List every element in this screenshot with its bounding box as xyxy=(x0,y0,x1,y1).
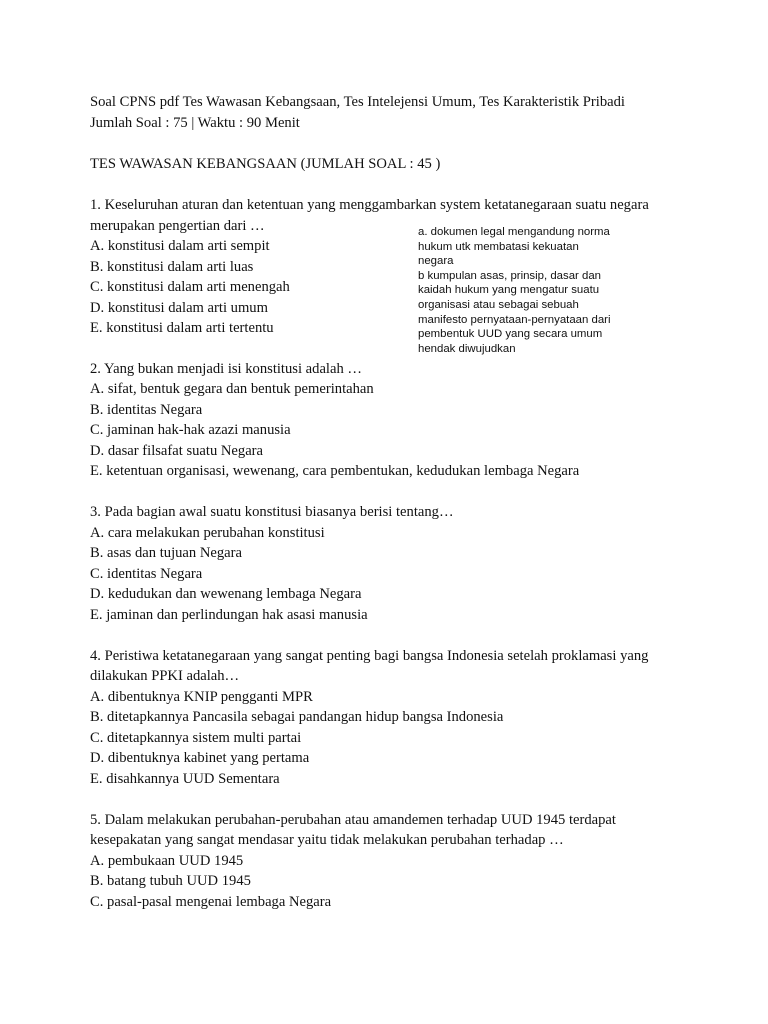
question-1-option-a: A. konstitusi dalam arti sempit xyxy=(90,238,270,254)
side-note-line: a. dokumen legal mengandung norma xyxy=(418,226,610,238)
side-note-line: pembentuk UUD yang secara umum xyxy=(418,328,603,341)
question-4-option-c: C. ditetapkannya sistem multi partai xyxy=(90,730,302,746)
question-4-option-d: D. dibentuknya kabinet yang pertama xyxy=(90,750,310,766)
question-1-text-line-1: 1. Keseluruhan aturan dan ketentuan yang menggambarkan system ketatanegaraan suatu negara xyxy=(90,197,649,213)
question-2-text: 2. Yang bukan menjadi isi konstitusi adalah … xyxy=(90,361,362,377)
question-1-text-line-2: merupakan pengertian dari … xyxy=(90,218,265,234)
side-note-line: manifesto pernyataan-pernyataan dari xyxy=(418,313,611,326)
side-note-line: organisasi atau sebagai sebuah xyxy=(418,298,579,311)
question-2-option-b: B. identitas Negara xyxy=(90,402,203,418)
question-3-option-c: C. identitas Negara xyxy=(90,566,203,582)
side-note-line: b kumpulan asas, prinsip, dasar dan xyxy=(418,269,601,282)
question-3-option-b: B. asas dan tujuan Negara xyxy=(90,545,242,561)
question-3-option-d: D. kedudukan dan wewenang lembaga Negara xyxy=(90,586,362,602)
doc-header-line-2: Jumlah Soal : 75 | Waktu : 90 Menit xyxy=(90,115,300,131)
question-3-option-e: E. jaminan dan perlindungan hak asasi manusia xyxy=(90,607,368,623)
question-1-option-c: C. konstitusi dalam arti menengah xyxy=(90,279,290,295)
side-note-line: hukum utk membatasi kekuatan xyxy=(418,240,579,253)
question-4-text-line-2: dilakukan PPKI adalah… xyxy=(90,668,240,684)
section-title: TES WAWASAN KEBANGSAAN (JUMLAH SOAL : 45 ) xyxy=(90,156,441,172)
question-3-text: 3. Pada bagian awal suatu konstitusi biasanya berisi tentang… xyxy=(90,504,454,520)
question-2-option-a: A. sifat, bentuk gegara dan bentuk pemerintahan xyxy=(90,381,374,397)
side-note xyxy=(418,225,648,356)
side-note-line: negara xyxy=(418,255,454,268)
side-note-line: hendak diwujudkan xyxy=(418,342,516,355)
side-note-line: kaidah hukum yang mengatur suatu xyxy=(418,284,600,297)
question-2-option-d: D. dasar filsafat suatu Negara xyxy=(90,443,264,459)
question-5-option-b: B. batang tubuh UUD 1945 xyxy=(90,873,251,889)
question-1-option-d: D. konstitusi dalam arti umum xyxy=(90,300,268,316)
question-5-option-c: C. pasal-pasal mengenai lembaga Negara xyxy=(90,894,332,910)
question-4-option-e: E. disahkannya UUD Sementara xyxy=(90,771,280,787)
question-4-text-line-1: 4. Peristiwa ketatanegaraan yang sangat penting bagi bangsa Indonesia setelah proklamasi yang xyxy=(90,648,649,664)
question-3-option-a: A. cara melakukan perubahan konstitusi xyxy=(90,525,325,541)
question-5-text-line-1: 5. Dalam melakukan perubahan-perubahan atau amandemen terhadap UUD 1945 terdapat xyxy=(90,812,616,828)
question-2-option-c: C. jaminan hak-hak azazi manusia xyxy=(90,422,291,438)
question-5-text-line-2: kesepakatan yang sangat mendasar yaitu tidak melakukan perubahan terhadap … xyxy=(90,832,564,848)
doc-header-line-1: Soal CPNS pdf Tes Wawasan Kebangsaan, Tes Intelejensi Umum, Tes Karakteristik Pribadi xyxy=(90,94,625,110)
question-2-option-e: E. ketentuan organisasi, wewenang, cara pembentukan, kedudukan lembaga Negara xyxy=(90,463,580,479)
question-4-option-a: A. dibentuknya KNIP pengganti MPR xyxy=(90,689,313,705)
question-1-option-e: E. konstitusi dalam arti tertentu xyxy=(90,320,274,336)
question-1-option-b: B. konstitusi dalam arti luas xyxy=(90,259,254,275)
question-4-option-b: B. ditetapkannya Pancasila sebagai pandangan hidup bangsa Indonesia xyxy=(90,709,504,725)
question-5-option-a: A. pembukaan UUD 1945 xyxy=(90,853,244,869)
